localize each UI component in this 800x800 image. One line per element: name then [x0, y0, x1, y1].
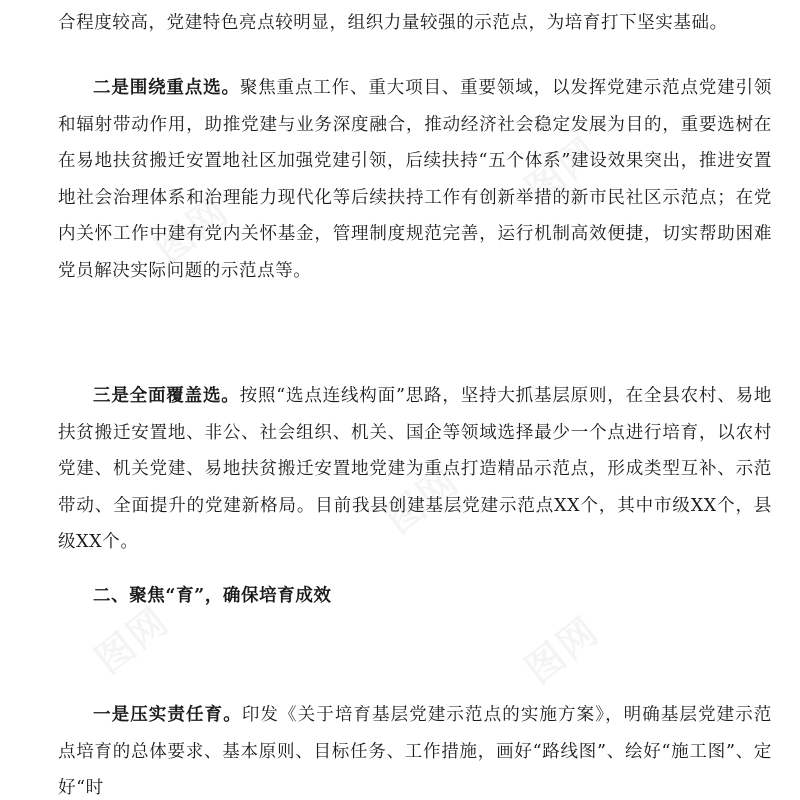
paragraph-responsibility [58, 697, 772, 800]
watermark [512, 601, 609, 694]
paragraph-text: 聚焦重点工作、重大项目、重要领域，以发挥党建示范点党建引领和辐射带动作用，助推党建与业务深度融合，推动经济社会稳定发展为目的，重要选树在在易地扶贫搬迁安置地社区加强党建引领，后续扶持“五个体系”建设效果突出，推进安置地社会治理体系和治理能力现代化等后续扶持工作有创新举措的新市民社区示范点；在党内关怀工作中建有党内关怀基金，管理制度规范完善，运行机制高效便捷，切实帮助困难党员解决实际问题的示范点等。 [58, 78, 772, 281]
paragraph-lead: 一是压实责任育。 [93, 705, 242, 725]
paragraph-full-coverage [58, 378, 772, 561]
paragraph-text: 按照“选点连线构面”思路，坚持大抓基层原则，在全县农村、易地扶贫搬迁安置地、非公、社会组织、机关、国企等领域选择最少一个点进行培育，以农村党建、机关党建、易地扶贫搬迁安置地党建为重点打造精品示范点，形成类型互补、示范带动、全面提升的党建新格局。目前我县创建基层党建示范点XX个，其中市级XX个，县级XX个。 [58, 386, 772, 552]
paragraph-focus-selection [58, 70, 772, 289]
paragraph-text: 印发《关于培育基层党建示范点的实施方案》，明确基层党建示范点培育的总体要求、基本原则、目标任务、工作措施，画好“路线图”、绘好“施工图”、定好“时 [58, 705, 772, 798]
paragraph-lead: 三是全面覆盖选。 [93, 386, 240, 406]
paragraph-continuation: 合程度较高，党建特色亮点较明显，组织力量较强的示范点，为培育打下坚实基础。 [58, 13, 728, 33]
paragraph-lead: 二是围绕重点选。 [93, 78, 240, 98]
section-heading: 二、聚焦“育”，确保培育成效 [93, 586, 332, 606]
